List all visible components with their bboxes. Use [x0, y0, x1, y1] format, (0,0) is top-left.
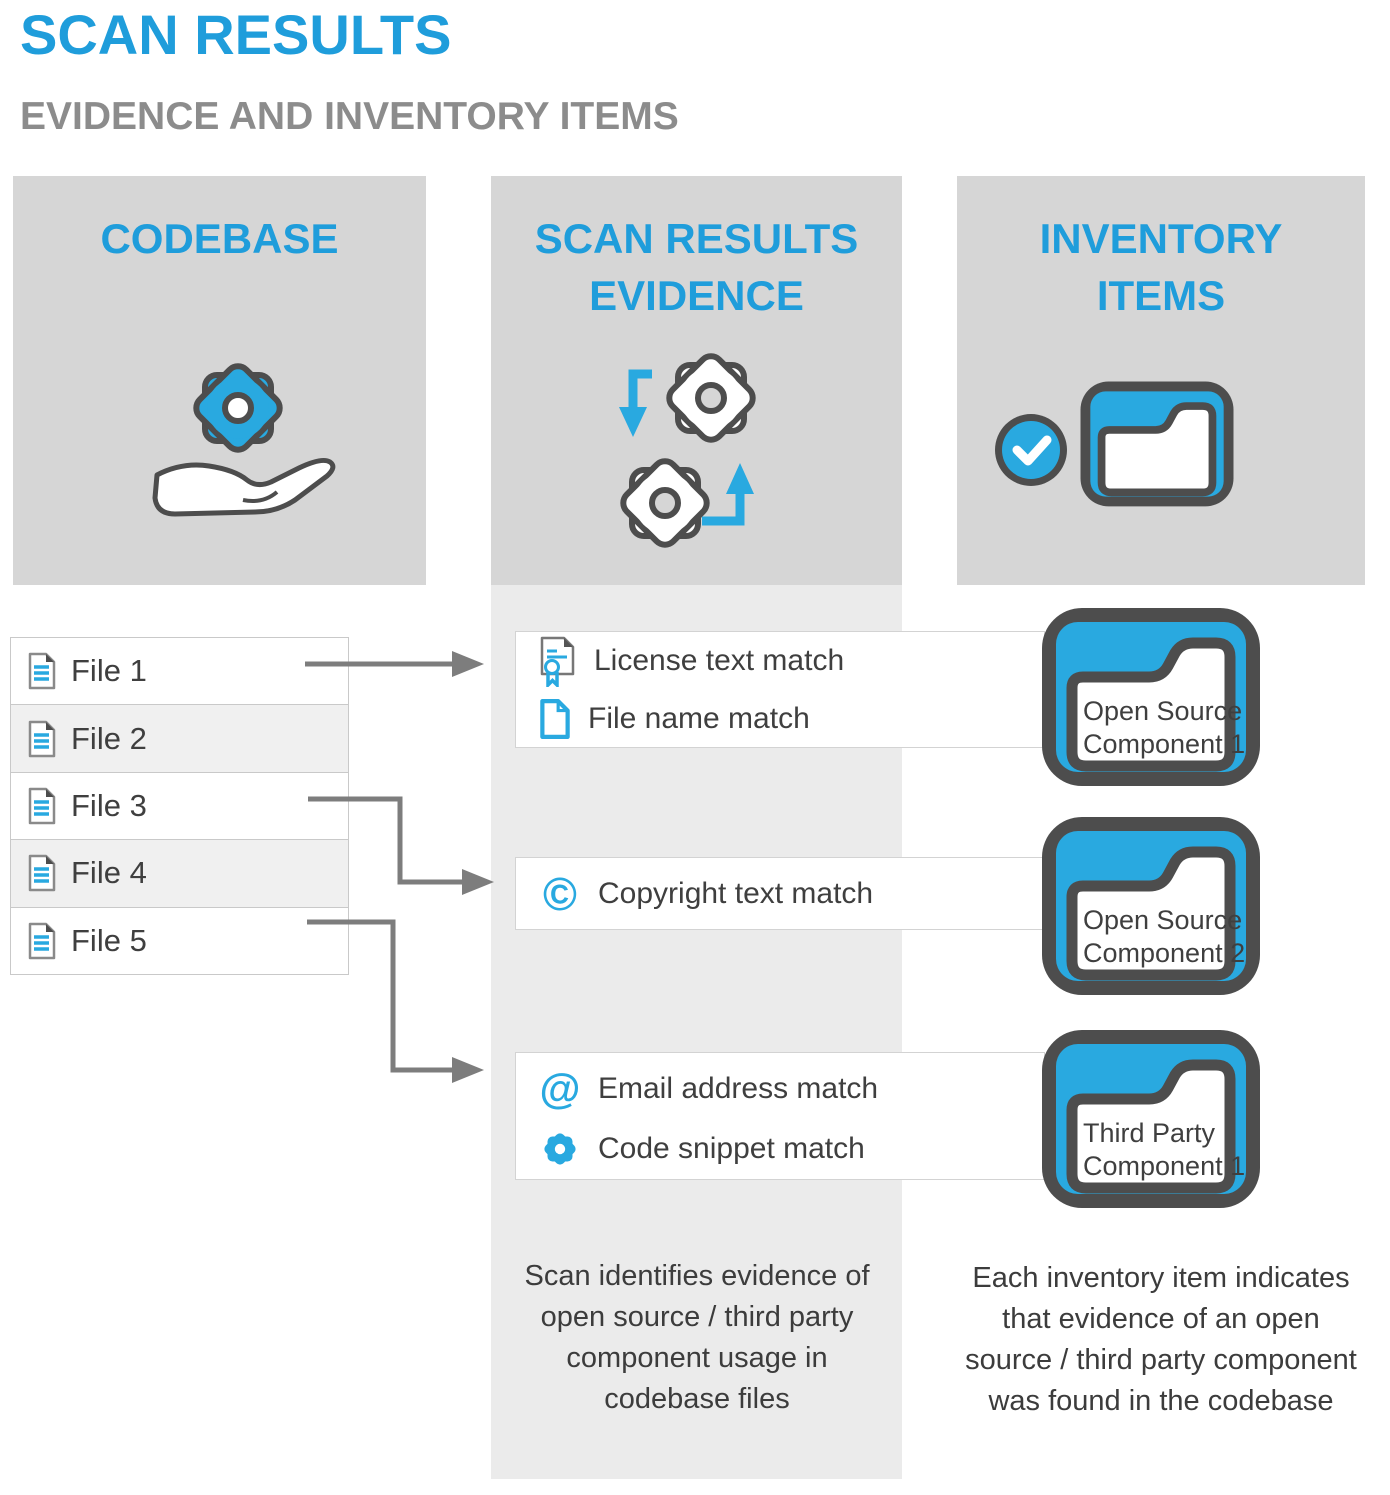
codebase-file-list — [10, 637, 349, 975]
approved-folder-icon — [985, 370, 1285, 520]
evidence-item — [516, 690, 1044, 747]
document-icon — [27, 787, 57, 825]
copyright-icon: © — [543, 867, 577, 920]
evidence-item — [516, 632, 1044, 690]
evidence-caption: Scan identifies evidence of open source / third party component usage in codebase files — [524, 1260, 870, 1415]
evidence-box-copyright — [515, 857, 1045, 930]
evidence-label: Email address match — [598, 1072, 879, 1105]
inventory-caption: Each inventory item indicates that evidence of an open source / third party component was found in the codebase — [965, 1262, 1357, 1417]
evidence-item — [516, 858, 1044, 929]
inventory-title-line2: ITEMS — [1096, 272, 1226, 319]
document-icon — [27, 652, 57, 690]
file-row — [11, 638, 348, 704]
evidence-label: Copyright text match — [598, 876, 874, 910]
gears-sync-icon — [600, 345, 820, 560]
file-label: File 5 — [71, 922, 147, 958]
page-title: SCAN RESULTS — [20, 3, 452, 66]
evidence-title-line1: SCAN RESULTS — [534, 215, 859, 262]
inventory-title — [957, 210, 1365, 324]
gear-icon — [541, 1130, 579, 1168]
evidence-label: File name match — [588, 701, 810, 735]
evidence-title — [491, 210, 902, 324]
inventory-item-label: Open Source Component 1 — [1083, 696, 1246, 759]
file-row — [11, 907, 348, 974]
inventory-title-line1: INVENTORY — [1039, 215, 1283, 262]
evidence-item — [516, 1121, 1044, 1177]
document-icon — [27, 922, 57, 960]
file-label: File 4 — [71, 855, 147, 891]
document-icon — [27, 854, 57, 892]
file-row — [11, 772, 348, 839]
evidence-label: License text match — [594, 644, 845, 677]
codebase-title-line1: CODEBASE — [100, 215, 339, 262]
evidence-title-line2: EVIDENCE — [589, 272, 804, 319]
document-icon — [27, 720, 57, 758]
file-label: File 3 — [71, 788, 147, 824]
file-label: File 1 — [71, 653, 147, 689]
file-row — [11, 704, 348, 771]
gear-in-hand-icon — [140, 355, 340, 525]
inventory-item-label: Open Source Component 2 — [1083, 905, 1246, 968]
file-label: File 2 — [71, 720, 147, 756]
codebase-title — [13, 210, 426, 267]
inventory-item-label: Third Party Component 1 — [1083, 1118, 1246, 1181]
file-outline-icon — [538, 699, 572, 739]
file-row — [11, 839, 348, 906]
evidence-item — [516, 1057, 1044, 1121]
at-sign-icon: @ — [539, 1065, 581, 1112]
evidence-box-license — [515, 631, 1045, 748]
evidence-box-email-snippet — [515, 1052, 1045, 1180]
page-subtitle: EVIDENCE AND INVENTORY ITEMS — [20, 95, 679, 138]
license-certificate-icon — [538, 635, 578, 687]
evidence-label: Code snippet match — [598, 1132, 865, 1165]
